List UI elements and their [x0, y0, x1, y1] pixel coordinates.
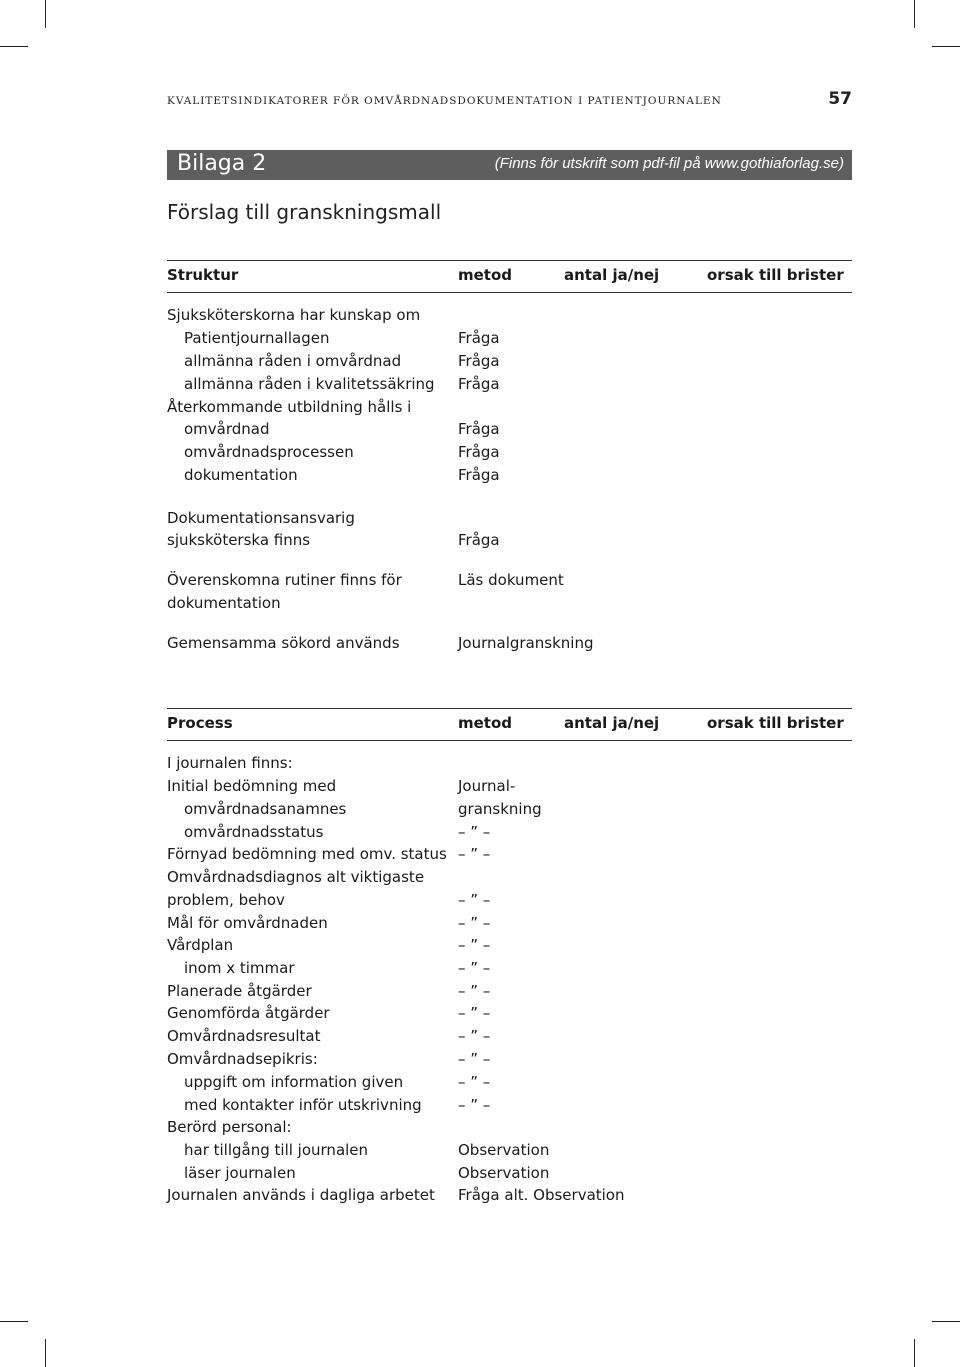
- crop-mark: [932, 1321, 960, 1322]
- process-table-header: [167, 714, 852, 734]
- row-label: Sjuksköterskorna har kunskap om: [167, 306, 421, 324]
- table-row: [167, 304, 852, 326]
- table-row: [167, 1071, 852, 1093]
- row-method: granskning: [458, 800, 542, 818]
- row-label: allmänna råden i kvalitetssäkring: [184, 375, 435, 393]
- row-label: Patientjournallagen: [184, 329, 330, 347]
- row-method: – ” –: [458, 959, 491, 977]
- row-method: – ” –: [458, 891, 491, 909]
- table-row: [167, 507, 852, 529]
- table-row: [167, 327, 852, 349]
- row-method: Journal-: [458, 777, 516, 795]
- column-header-antal: antal ja/nej: [564, 266, 660, 284]
- row-label: Berörd personal:: [167, 1118, 292, 1136]
- row-method: Fråga: [458, 443, 500, 461]
- row-label: läser journalen: [184, 1164, 296, 1182]
- row-label: Planerade åtgärder: [167, 982, 312, 1000]
- table-top-rule: [167, 260, 852, 261]
- row-method: – ” –: [458, 1096, 491, 1114]
- struktur-table-header: [167, 266, 852, 286]
- row-label: inom x timmar: [184, 959, 295, 977]
- row-label: Vårdplan: [167, 936, 234, 954]
- row-method: – ” –: [458, 914, 491, 932]
- row-method: Läs dokument: [458, 571, 564, 589]
- crop-mark: [914, 1339, 915, 1367]
- column-header-metod: metod: [458, 266, 513, 284]
- table-header-rule: [167, 740, 852, 741]
- row-label: Återkommande utbildning hålls i: [167, 398, 412, 416]
- table-row: [167, 1094, 852, 1116]
- row-method: Fråga: [458, 375, 500, 393]
- table-row: [167, 569, 852, 591]
- row-method: – ” –: [458, 982, 491, 1000]
- table-row: [167, 1002, 852, 1024]
- table-row: [167, 441, 852, 463]
- row-method: – ” –: [458, 1004, 491, 1022]
- table-row: [167, 889, 852, 911]
- table-row: [167, 912, 852, 934]
- row-method: – ” –: [458, 1073, 491, 1091]
- table-row: [167, 529, 852, 551]
- row-label: Förnyad bedömning med omv. status: [167, 845, 447, 863]
- row-label: I journalen finns:: [167, 754, 293, 772]
- row-method: – ” –: [458, 1027, 491, 1045]
- table-row: [167, 980, 852, 1002]
- row-method: Observation: [458, 1141, 550, 1159]
- row-label: sjuksköterska finns: [167, 531, 311, 549]
- row-method: Fråga: [458, 352, 500, 370]
- row-label: har tillgång till journalen: [184, 1141, 369, 1159]
- table-row: [167, 396, 852, 418]
- row-label: uppgift om information given: [184, 1073, 404, 1091]
- table-row: [167, 1162, 852, 1184]
- row-label: Dokumentationsansvarig: [167, 509, 355, 527]
- column-header-struktur: Struktur: [167, 266, 239, 284]
- crop-mark: [0, 46, 28, 47]
- table-row: [167, 1116, 852, 1138]
- row-method: Fråga: [458, 420, 500, 438]
- row-label: Överenskomna rutiner finns för: [167, 571, 402, 589]
- appendix-note: (Finns för utskrift som pdf-fil på www.gothiaforlag.se): [494, 155, 844, 172]
- table-row: [167, 957, 852, 979]
- table-row: [167, 843, 852, 865]
- row-label: problem, behov: [167, 891, 285, 909]
- running-head: KVALITETSINDIKATORER FÖR OMVÅRDNADSDOKUMENTATION I PATIENTJOURNALEN: [167, 95, 722, 107]
- row-label: omvårdnadsanamnes: [184, 800, 347, 818]
- row-label: Omvårdnadsdiagnos alt viktigaste: [167, 868, 425, 886]
- table-row: [167, 1139, 852, 1161]
- row-label: omvårdnadsprocessen: [184, 443, 354, 461]
- table-row: [167, 373, 852, 395]
- row-label: omvårdnad: [184, 420, 270, 438]
- crop-mark: [0, 1321, 28, 1322]
- appendix-title: Bilaga 2: [177, 151, 267, 176]
- row-label: Omvårdnadsresultat: [167, 1027, 321, 1045]
- table-row: [167, 866, 852, 888]
- row-label: dokumentation: [167, 594, 281, 612]
- crop-mark: [914, 0, 915, 28]
- row-label: dokumentation: [184, 466, 298, 484]
- row-method: Fråga alt. Observation: [458, 1186, 625, 1204]
- table-top-rule: [167, 708, 852, 709]
- crop-mark: [45, 1339, 46, 1367]
- row-method: Fråga: [458, 329, 500, 347]
- table-row: [167, 798, 852, 820]
- row-method: – ” –: [458, 823, 491, 841]
- row-label: allmänna råden i omvårdnad: [184, 352, 402, 370]
- row-label: Initial bedömning med: [167, 777, 337, 795]
- table-row: [167, 752, 852, 774]
- table-row: [167, 418, 852, 440]
- appendix-banner: [167, 150, 852, 180]
- row-method: – ” –: [458, 1050, 491, 1068]
- page-number: 57: [828, 89, 852, 109]
- table-row: [167, 632, 852, 654]
- row-method: Observation: [458, 1164, 550, 1182]
- crop-mark: [932, 46, 960, 47]
- table-row: [167, 1048, 852, 1070]
- row-method: – ” –: [458, 936, 491, 954]
- row-label: Mål för omvårdnaden: [167, 914, 328, 932]
- row-method: – ” –: [458, 845, 491, 863]
- crop-mark: [45, 0, 46, 28]
- table-row: [167, 1184, 852, 1206]
- row-method: Fråga: [458, 531, 500, 549]
- column-header-process: Process: [167, 714, 233, 732]
- row-label: med kontakter inför utskrivning: [184, 1096, 422, 1114]
- table-row: [167, 350, 852, 372]
- table-row: [167, 464, 852, 486]
- row-method: Fråga: [458, 466, 500, 484]
- row-label: Gemensamma sökord används: [167, 634, 400, 652]
- row-label: Journalen används i dagliga arbetet: [167, 1186, 435, 1204]
- table-row: [167, 934, 852, 956]
- page-title: Förslag till granskningsmall: [167, 200, 442, 224]
- column-header-orsak: orsak till brister: [707, 714, 844, 732]
- column-header-metod: metod: [458, 714, 513, 732]
- table-row: [167, 775, 852, 797]
- table-row: [167, 821, 852, 843]
- table-row: [167, 1025, 852, 1047]
- row-label: Genomförda åtgärder: [167, 1004, 330, 1022]
- row-method: Journalgranskning: [458, 634, 594, 652]
- table-header-rule: [167, 292, 852, 293]
- column-header-antal: antal ja/nej: [564, 714, 660, 732]
- row-label: Omvårdnadsepikris:: [167, 1050, 318, 1068]
- table-row: [167, 592, 852, 614]
- row-label: omvårdnadsstatus: [184, 823, 324, 841]
- column-header-orsak: orsak till brister: [707, 266, 844, 284]
